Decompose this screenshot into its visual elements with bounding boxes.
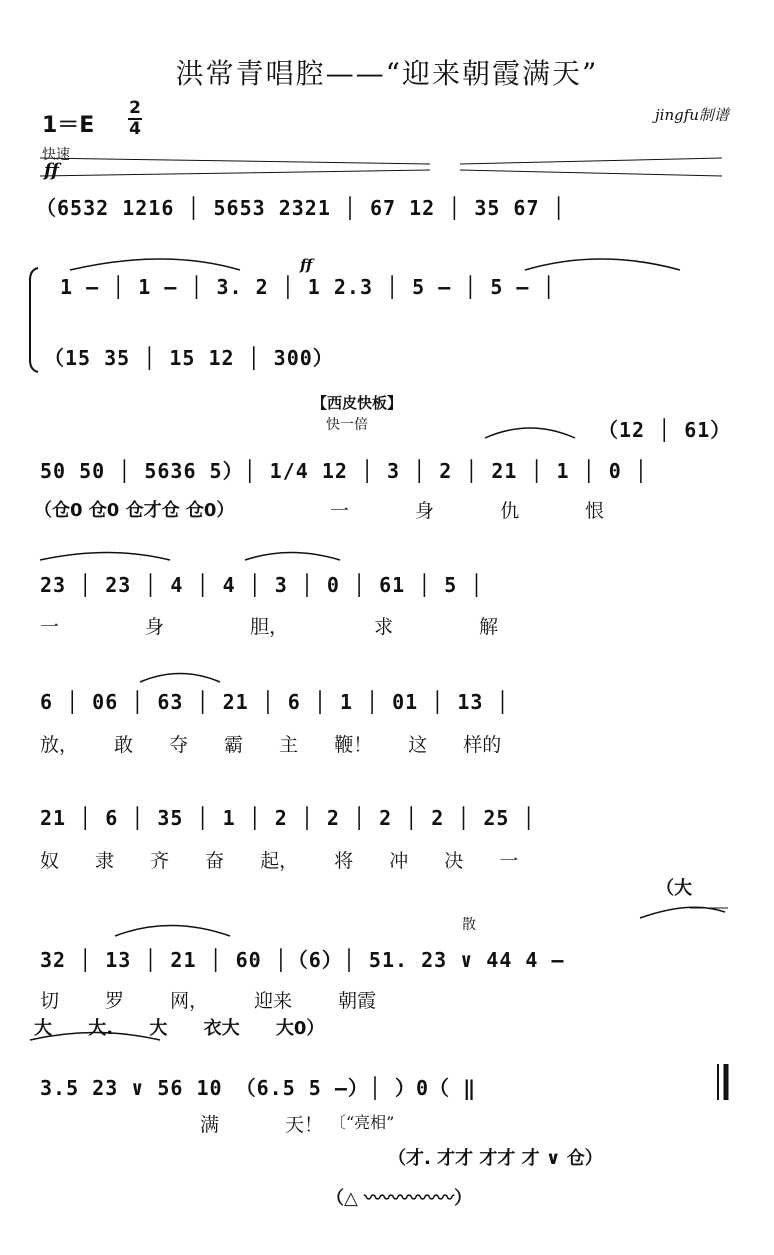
row6-lyric: 奴 隶 齐 奋 起， 将 冲 决 一 xyxy=(40,850,519,872)
credit: jingfu制谱 xyxy=(655,106,729,124)
row7-notes: 32 │ 13 │ 21 │ 60 │（6）│ 51. 23 ∨ 44 4 — xyxy=(40,948,565,972)
row3-pre: （12 │ 61） xyxy=(598,418,732,442)
san-mark: 散 xyxy=(462,917,476,933)
row7-lyric: 切 罗 网， 迎来 朝霞 xyxy=(40,990,377,1012)
row2-dynamic: ff xyxy=(300,256,313,274)
row6-percussion: （大 xyxy=(656,878,692,899)
row8-lyric: 满 天！ xyxy=(200,1114,324,1136)
row4-notes: 23 │ 23 │ 4 │ 4 │ 3 │ 0 │ 61 │ 5 │ xyxy=(40,573,484,597)
row3-notes: 50 50 │ 5636 5）│ 1/4 12 │ 3 │ 2 │ 21 │ 1 │ 0 │ xyxy=(40,459,648,483)
key-signature: 1＝E xyxy=(42,113,95,138)
time-top: 2 xyxy=(129,98,141,118)
row5-lyric: 放， 敢 夺 霸 主 鞭！ 这 样的 xyxy=(40,734,502,756)
row1-notes: （6532 1216 │ 5653 2321 │ 67 12 │ 35 67 │ xyxy=(36,196,566,220)
row5-notes: 6 │ 06 │ 63 │ 21 │ 6 │ 1 │ 01 │ 13 │ xyxy=(40,690,510,714)
row3-lyric: 一 身 仇 恨 xyxy=(330,500,605,522)
page-title: 洪常青唱腔——“迎来朝霞满天” xyxy=(175,57,599,90)
row9-percussion: （△ 〰〰〰〰〰） xyxy=(326,1188,473,1209)
row6-notes: 21 │ 6 │ 35 │ 1 │ 2 │ 2 │ 2 │ 2 │ 25 │ xyxy=(40,806,536,830)
section-xipi: 【西皮快板】 xyxy=(312,394,403,412)
dynamic-ff: ff xyxy=(44,160,59,181)
row8-percussion: （才. 才才 才才 才 ∨ 仓） xyxy=(388,1148,603,1169)
row2-notes: 1 — │ 1 — │ 3. 2 │ 1 2.3 │ 5 — │ 5 — │ xyxy=(60,275,556,299)
tempo-fast: 快速 xyxy=(42,147,70,163)
tempo-double: 快一倍 xyxy=(326,417,368,433)
row3-percussion: （仓0 仓0 仓才仓 仓0） xyxy=(34,500,235,521)
row8-notes: 3.5 23 ∨ 56 10 （6.5 5 —）│ ）0（ ‖ xyxy=(40,1076,477,1100)
row4-lyric: 一 身 胆， 求 解 xyxy=(40,616,499,638)
row8-note: 〔“亮相” xyxy=(330,1113,395,1132)
time-bottom: 4 xyxy=(129,119,141,139)
row7-percussion: 大 大. 大 衣大 大0） xyxy=(34,1018,325,1039)
row2b-notes: （15 35 │ 15 12 │ 300） xyxy=(44,346,334,370)
